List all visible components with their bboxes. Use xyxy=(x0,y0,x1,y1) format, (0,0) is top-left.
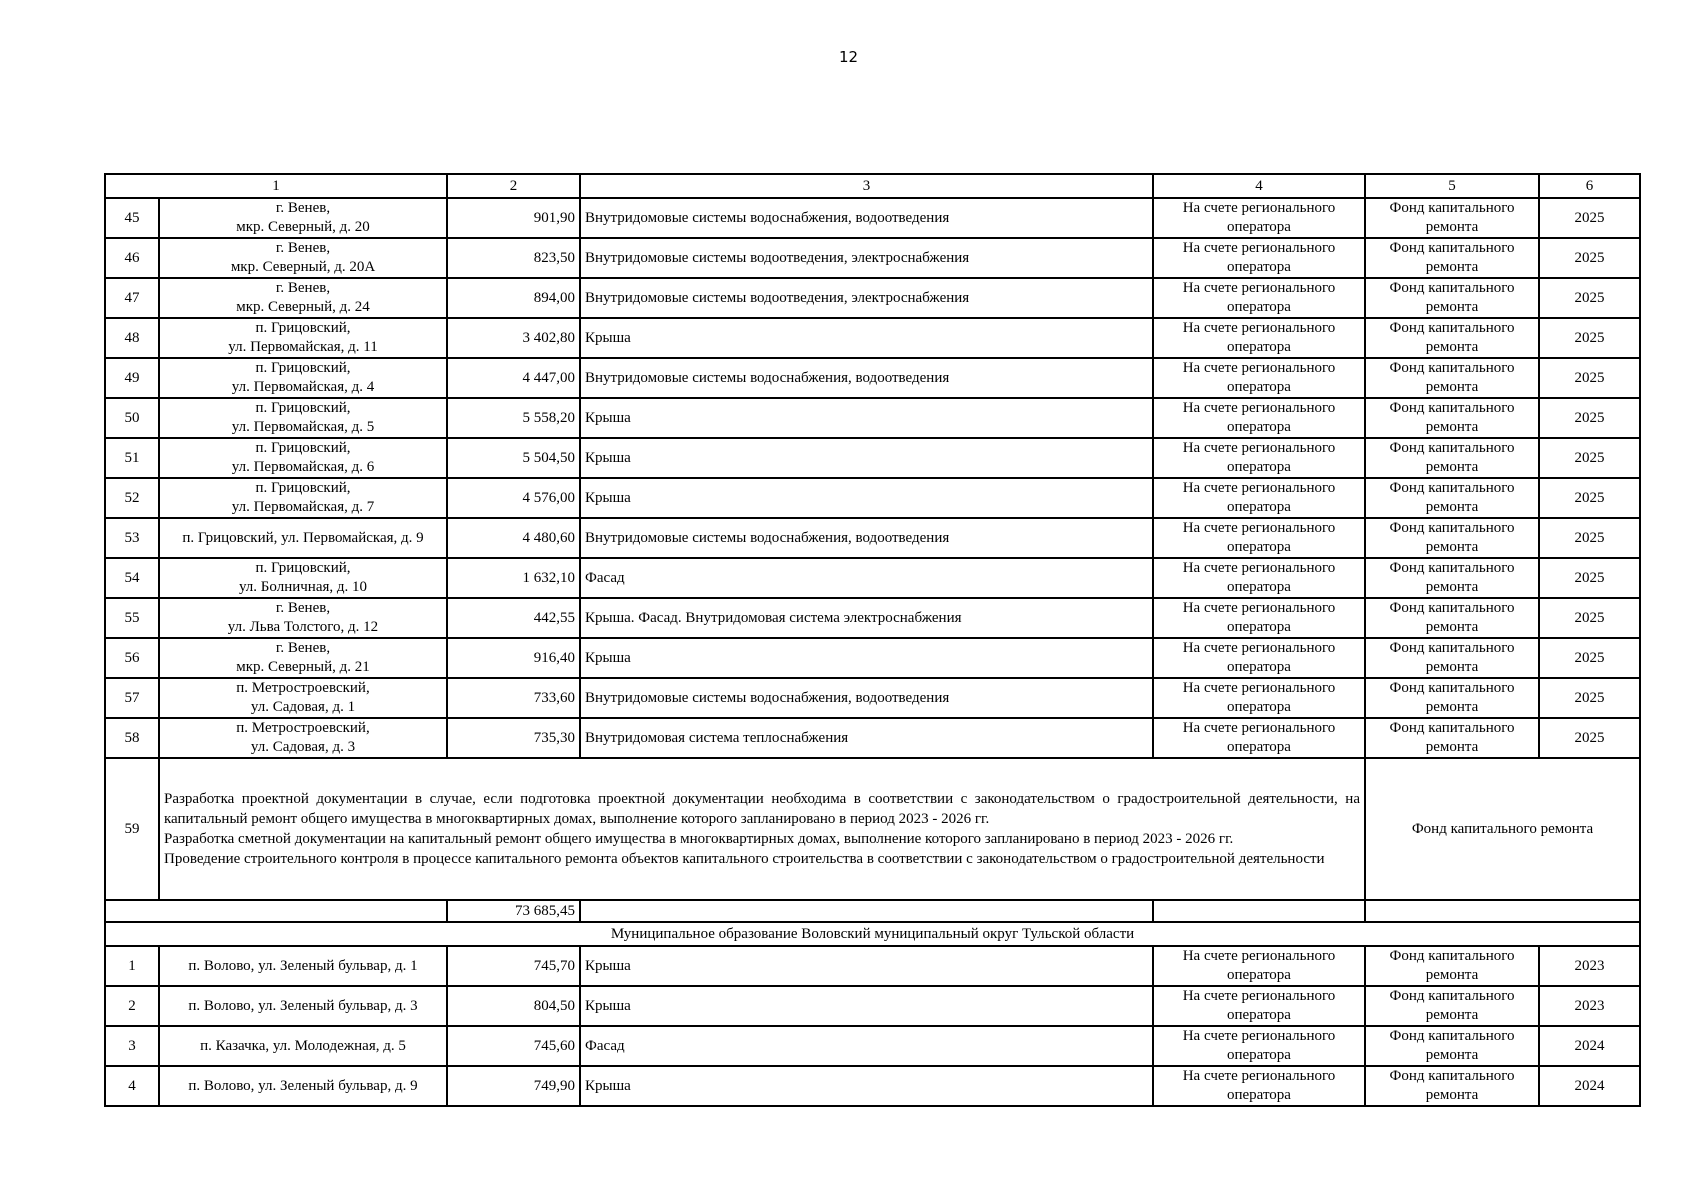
design-works-description xyxy=(159,758,1365,900)
work-type-cell: Фасад xyxy=(580,1026,1153,1066)
line-1: Фонд капитального xyxy=(1389,360,1515,376)
table-row xyxy=(105,438,1640,478)
year-cell: 2025 xyxy=(1539,318,1640,358)
address-cell xyxy=(159,558,447,598)
line-2: ул. Садовая, д. 1 xyxy=(250,699,356,715)
row-number: 49 xyxy=(105,358,159,398)
line-1: На счете регионального xyxy=(1182,1068,1336,1084)
line-1: На счете регионального xyxy=(1182,560,1336,576)
work-type-cell: Крыша xyxy=(580,946,1153,986)
work-type-cell: Крыша xyxy=(580,398,1153,438)
address-cell xyxy=(159,438,447,478)
area-cell: 5 504,50 xyxy=(447,438,580,478)
total-empty-cell xyxy=(1365,900,1640,922)
line-1: Фонд капитального xyxy=(1389,1028,1515,1044)
line-2: оператора xyxy=(1227,339,1291,355)
year-cell: 2025 xyxy=(1539,278,1640,318)
work-type-cell: Внутридомовые системы водоснабжения, водоотведения xyxy=(580,358,1153,398)
year-cell: 2025 xyxy=(1539,598,1640,638)
year-cell: 2025 xyxy=(1539,238,1640,278)
line-2: ул. Первомайская, д. 4 xyxy=(231,379,375,395)
row-number: 51 xyxy=(105,438,159,478)
line-1: На счете регионального xyxy=(1182,440,1336,456)
work-type-cell: Внутридомовые системы водоснабжения, водоотведения xyxy=(580,518,1153,558)
funding-cell xyxy=(1365,558,1539,598)
table-row-59 xyxy=(105,758,1640,900)
line-2: оператора xyxy=(1227,1087,1291,1103)
line-2: мкр. Северный, д. 20 xyxy=(236,219,370,235)
paragraph-construction-control: Проведение строительного контроля в процессе капитального ремонта объектов капитального строительства в соответствии с законодательством о градостроительной деятельности xyxy=(164,851,1325,867)
line-1: п. Метростроевский, xyxy=(236,720,370,736)
line-1: На счете регионального xyxy=(1182,720,1336,736)
account-cell xyxy=(1153,518,1365,558)
line-2: оператора xyxy=(1227,379,1291,395)
line-2: оператора xyxy=(1227,219,1291,235)
line-2: оператора xyxy=(1227,659,1291,675)
table-row xyxy=(105,678,1640,718)
work-type-cell: Внутридомовая система теплоснабжения xyxy=(580,718,1153,758)
area-cell: 5 558,20 xyxy=(447,398,580,438)
area-cell: 745,60 xyxy=(447,1026,580,1066)
area-cell: 4 480,60 xyxy=(447,518,580,558)
funding-cell xyxy=(1365,678,1539,718)
work-type-cell: Внутридомовые системы водоснабжения, водоотведения xyxy=(580,198,1153,238)
year-cell: 2024 xyxy=(1539,1026,1640,1066)
table-row xyxy=(105,238,1640,278)
table-row xyxy=(105,718,1640,758)
address-cell xyxy=(159,638,447,678)
table-row xyxy=(105,518,1640,558)
address-cell: п. Волово, ул. Зеленый бульвар, д. 1 xyxy=(159,946,447,986)
work-type-cell: Крыша xyxy=(580,986,1153,1026)
year-cell: 2025 xyxy=(1539,678,1640,718)
area-cell: 733,60 xyxy=(447,678,580,718)
line-2: оператора xyxy=(1227,299,1291,315)
funding-cell xyxy=(1365,478,1539,518)
header-cell: 4 xyxy=(1153,174,1365,198)
line-2: ул. Болничная, д. 10 xyxy=(238,579,368,595)
area-cell: 745,70 xyxy=(447,946,580,986)
year-cell: 2025 xyxy=(1539,518,1640,558)
funding-cell xyxy=(1365,278,1539,318)
line-2: оператора xyxy=(1227,539,1291,555)
line-1: Фонд капитального xyxy=(1389,720,1515,736)
work-type-cell: Фасад xyxy=(580,558,1153,598)
year-cell: 2025 xyxy=(1539,478,1640,518)
line-1: На счете регионального xyxy=(1182,520,1336,536)
funding-cell xyxy=(1365,518,1539,558)
header-cell: 2 xyxy=(447,174,580,198)
line-2: оператора xyxy=(1227,1007,1291,1023)
line-2: ремонта xyxy=(1425,659,1479,675)
area-cell: 823,50 xyxy=(447,238,580,278)
funding-cell xyxy=(1365,1066,1539,1106)
line-2: оператора xyxy=(1227,739,1291,755)
row-number: 1 xyxy=(105,946,159,986)
work-type-cell: Крыша xyxy=(580,478,1153,518)
row-number: 55 xyxy=(105,598,159,638)
paragraph-project-docs: Разработка проектной документации в случае, если подготовка проектной документации необходима в соответствии с законодательством о градостроительной деятельности, на капитальный ремонт общего имущества в многоквартирных домах, выполнение которого запланировано в период 2023 - 2026 гг. xyxy=(164,791,1360,827)
table-row xyxy=(105,986,1640,1026)
table-row xyxy=(105,638,1640,678)
funding-cell xyxy=(1365,598,1539,638)
table-row xyxy=(105,558,1640,598)
line-2: ремонта xyxy=(1425,459,1479,475)
year-cell: 2025 xyxy=(1539,638,1640,678)
year-cell: 2025 xyxy=(1539,198,1640,238)
line-2: ремонта xyxy=(1425,1007,1479,1023)
address-cell xyxy=(159,478,447,518)
line-2: ремонта xyxy=(1425,1087,1479,1103)
line-1: Фонд капитального xyxy=(1389,988,1515,1004)
line-2: ул. Льва Толстого, д. 12 xyxy=(227,619,379,635)
total-empty-cell xyxy=(580,900,1153,922)
address-cell xyxy=(159,278,447,318)
area-cell: 735,30 xyxy=(447,718,580,758)
account-cell xyxy=(1153,398,1365,438)
account-cell xyxy=(1153,278,1365,318)
total-empty-cell xyxy=(105,900,447,922)
section-title: Муниципальное образование Воловский муниципальный округ Тульской области xyxy=(105,922,1640,946)
account-cell xyxy=(1153,598,1365,638)
line-2: ремонта xyxy=(1425,499,1479,515)
funding-cell xyxy=(1365,398,1539,438)
row-number: 46 xyxy=(105,238,159,278)
account-cell xyxy=(1153,358,1365,398)
address-cell: п. Волово, ул. Зеленый бульвар, д. 3 xyxy=(159,986,447,1026)
account-cell xyxy=(1153,318,1365,358)
line-2: ремонта xyxy=(1425,379,1479,395)
area-cell: 4 447,00 xyxy=(447,358,580,398)
row-number: 2 xyxy=(105,986,159,1026)
total-row xyxy=(105,900,1640,922)
table-row xyxy=(105,278,1640,318)
year-cell: 2023 xyxy=(1539,986,1640,1026)
line-1: Фонд капитального xyxy=(1389,640,1515,656)
line-1: Фонд капитального xyxy=(1389,948,1515,964)
line-1: На счете регионального xyxy=(1182,400,1336,416)
line-1: п. Метростроевский, xyxy=(236,680,370,696)
funding-cell xyxy=(1365,198,1539,238)
line-1: На счете регионального xyxy=(1182,948,1336,964)
area-cell: 894,00 xyxy=(447,278,580,318)
address-cell: п. Грицовский, ул. Первомайская, д. 9 xyxy=(159,518,447,558)
address-cell xyxy=(159,318,447,358)
line-2: ремонта xyxy=(1425,259,1479,275)
line-2: ремонта xyxy=(1425,419,1479,435)
year-cell: 2025 xyxy=(1539,558,1640,598)
page-number: 12 xyxy=(838,48,859,66)
row-number: 54 xyxy=(105,558,159,598)
section-header-row xyxy=(105,922,1640,946)
funding-cell xyxy=(1365,946,1539,986)
line-1: Фонд капитального xyxy=(1389,240,1515,256)
line-2: оператора xyxy=(1227,619,1291,635)
line-2: ремонта xyxy=(1425,699,1479,715)
year-cell: 2024 xyxy=(1539,1066,1640,1106)
work-type-cell: Крыша xyxy=(580,318,1153,358)
table-row xyxy=(105,598,1640,638)
line-2: ремонта xyxy=(1425,219,1479,235)
line-1: Фонд капитального xyxy=(1389,560,1515,576)
address-cell xyxy=(159,358,447,398)
area-cell: 1 632,10 xyxy=(447,558,580,598)
line-1: На счете регионального xyxy=(1182,480,1336,496)
account-cell xyxy=(1153,478,1365,518)
row-number: 59 xyxy=(105,758,159,900)
line-2: мкр. Северный, д. 24 xyxy=(236,299,370,315)
area-cell: 749,90 xyxy=(447,1066,580,1106)
line-1: Фонд капитального xyxy=(1389,480,1515,496)
line-1: Фонд капитального xyxy=(1389,600,1515,616)
line-2: мкр. Северный, д. 21 xyxy=(236,659,370,675)
line-2: ремонта xyxy=(1425,579,1479,595)
line-2: оператора xyxy=(1227,459,1291,475)
table-row xyxy=(105,478,1640,518)
area-cell: 442,55 xyxy=(447,598,580,638)
funding-source: Фонд капитального ремонта xyxy=(1365,758,1640,900)
line-1: Фонд капитального xyxy=(1389,1068,1515,1084)
line-1: Фонд капитального xyxy=(1389,520,1515,536)
line-1: Фонд капитального xyxy=(1389,680,1515,696)
table-row xyxy=(105,398,1640,438)
table-row xyxy=(105,198,1640,238)
line-1: На счете регионального xyxy=(1182,240,1336,256)
address-cell xyxy=(159,398,447,438)
line-2: оператора xyxy=(1227,699,1291,715)
funding-cell xyxy=(1365,718,1539,758)
column-number-header xyxy=(105,174,1640,198)
line-2: ул. Первомайская, д. 7 xyxy=(231,499,375,515)
line-1: На счете регионального xyxy=(1182,600,1336,616)
header-cell: 5 xyxy=(1365,174,1539,198)
work-type-cell: Внутридомовые системы водоснабжения, водоотведения xyxy=(580,678,1153,718)
line-1: На счете регионального xyxy=(1182,680,1336,696)
line-2: ремонта xyxy=(1425,1047,1479,1063)
line-2: ремонта xyxy=(1425,539,1479,555)
table-row xyxy=(105,946,1640,986)
line-1: п. Грицовский, xyxy=(255,560,351,576)
line-1: Фонд капитального xyxy=(1389,280,1515,296)
account-cell xyxy=(1153,1026,1365,1066)
account-cell xyxy=(1153,1066,1365,1106)
account-cell xyxy=(1153,718,1365,758)
line-1: Фонд капитального xyxy=(1389,440,1515,456)
funding-cell xyxy=(1365,1026,1539,1066)
line-1: На счете регионального xyxy=(1182,200,1336,216)
line-2: ул. Первомайская, д. 6 xyxy=(231,459,375,475)
row-number: 3 xyxy=(105,1026,159,1066)
line-1: г. Венев, xyxy=(275,280,331,296)
line-2: мкр. Северный, д. 20А xyxy=(230,259,376,275)
account-cell xyxy=(1153,198,1365,238)
year-cell: 2025 xyxy=(1539,438,1640,478)
funding-cell xyxy=(1365,638,1539,678)
line-1: На счете регионального xyxy=(1182,360,1336,376)
year-cell: 2025 xyxy=(1539,358,1640,398)
line-1: Фонд капитального xyxy=(1389,200,1515,216)
work-type-cell: Крыша xyxy=(580,438,1153,478)
line-2: оператора xyxy=(1227,499,1291,515)
paragraph-estimate-docs: Разработка сметной документации на капитальный ремонт общего имущества в многоквартирных домах, выполнение которого запланировано в период 2023 - 2026 гг. xyxy=(164,831,1234,847)
line-1: п. Грицовский, xyxy=(255,400,351,416)
address-cell xyxy=(159,238,447,278)
area-cell: 901,90 xyxy=(447,198,580,238)
account-cell xyxy=(1153,638,1365,678)
work-type-cell: Крыша xyxy=(580,1066,1153,1106)
year-cell: 2025 xyxy=(1539,398,1640,438)
line-1: На счете регионального xyxy=(1182,280,1336,296)
account-cell xyxy=(1153,986,1365,1026)
table-row xyxy=(105,1026,1640,1066)
address-cell xyxy=(159,678,447,718)
row-number: 48 xyxy=(105,318,159,358)
line-1: На счете регионального xyxy=(1182,1028,1336,1044)
line-1: Фонд капитального xyxy=(1389,320,1515,336)
line-2: ремонта xyxy=(1425,339,1479,355)
account-cell xyxy=(1153,678,1365,718)
address-cell xyxy=(159,198,447,238)
line-1: п. Грицовский, xyxy=(255,480,351,496)
work-type-cell: Внутридомовые системы водоотведения, электроснабжения xyxy=(580,238,1153,278)
account-cell xyxy=(1153,946,1365,986)
line-1: На счете регионального xyxy=(1182,640,1336,656)
address-cell xyxy=(159,718,447,758)
area-cell: 3 402,80 xyxy=(447,318,580,358)
funding-cell xyxy=(1365,318,1539,358)
line-2: ул. Садовая, д. 3 xyxy=(250,739,356,755)
year-cell: 2023 xyxy=(1539,946,1640,986)
line-1: г. Венев, xyxy=(275,200,331,216)
line-2: оператора xyxy=(1227,967,1291,983)
line-2: ул. Первомайская, д. 11 xyxy=(228,339,378,355)
table-row xyxy=(105,318,1640,358)
total-area: 73 685,45 xyxy=(447,900,580,922)
table-row xyxy=(105,1066,1640,1106)
account-cell xyxy=(1153,238,1365,278)
line-2: ремонта xyxy=(1425,967,1479,983)
header-cell: 1 xyxy=(105,174,447,198)
year-cell: 2025 xyxy=(1539,718,1640,758)
line-1: г. Венев, xyxy=(275,640,331,656)
line-2: ул. Первомайская, д. 5 xyxy=(231,419,375,435)
line-2: оператора xyxy=(1227,419,1291,435)
table-row xyxy=(105,358,1640,398)
area-cell: 4 576,00 xyxy=(447,478,580,518)
line-1: п. Грицовский, xyxy=(255,360,351,376)
area-cell: 916,40 xyxy=(447,638,580,678)
work-type-cell: Крыша. Фасад. Внутридомовая система электроснабжения xyxy=(580,598,1153,638)
line-1: г. Венев, xyxy=(275,600,331,616)
row-number: 56 xyxy=(105,638,159,678)
line-1: п. Грицовский, xyxy=(255,320,351,336)
line-2: оператора xyxy=(1227,1047,1291,1063)
row-number: 57 xyxy=(105,678,159,718)
line-2: ремонта xyxy=(1425,299,1479,315)
row-number: 52 xyxy=(105,478,159,518)
row-number: 47 xyxy=(105,278,159,318)
line-1: г. Венев, xyxy=(275,240,331,256)
address-cell: п. Волово, ул. Зеленый бульвар, д. 9 xyxy=(159,1066,447,1106)
row-number: 4 xyxy=(105,1066,159,1106)
account-cell xyxy=(1153,438,1365,478)
line-2: оператора xyxy=(1227,259,1291,275)
repair-schedule-table xyxy=(104,173,1641,1107)
work-type-cell: Внутридомовые системы водоотведения, электроснабжения xyxy=(580,278,1153,318)
work-type-cell: Крыша xyxy=(580,638,1153,678)
line-1: На счете регионального xyxy=(1182,320,1336,336)
row-number: 50 xyxy=(105,398,159,438)
header-cell: 6 xyxy=(1539,174,1640,198)
row-number: 53 xyxy=(105,518,159,558)
line-2: ремонта xyxy=(1425,739,1479,755)
total-empty-cell xyxy=(1153,900,1365,922)
funding-cell xyxy=(1365,986,1539,1026)
address-cell: п. Казачка, ул. Молодежная, д. 5 xyxy=(159,1026,447,1066)
row-number: 45 xyxy=(105,198,159,238)
area-cell: 804,50 xyxy=(447,986,580,1026)
line-2: оператора xyxy=(1227,579,1291,595)
header-cell: 3 xyxy=(580,174,1153,198)
line-1: На счете регионального xyxy=(1182,988,1336,1004)
address-cell xyxy=(159,598,447,638)
line-2: ремонта xyxy=(1425,619,1479,635)
line-1: п. Грицовский, xyxy=(255,440,351,456)
funding-cell xyxy=(1365,438,1539,478)
line-1: Фонд капитального xyxy=(1389,400,1515,416)
row-number: 58 xyxy=(105,718,159,758)
account-cell xyxy=(1153,558,1365,598)
funding-cell xyxy=(1365,238,1539,278)
funding-cell xyxy=(1365,358,1539,398)
